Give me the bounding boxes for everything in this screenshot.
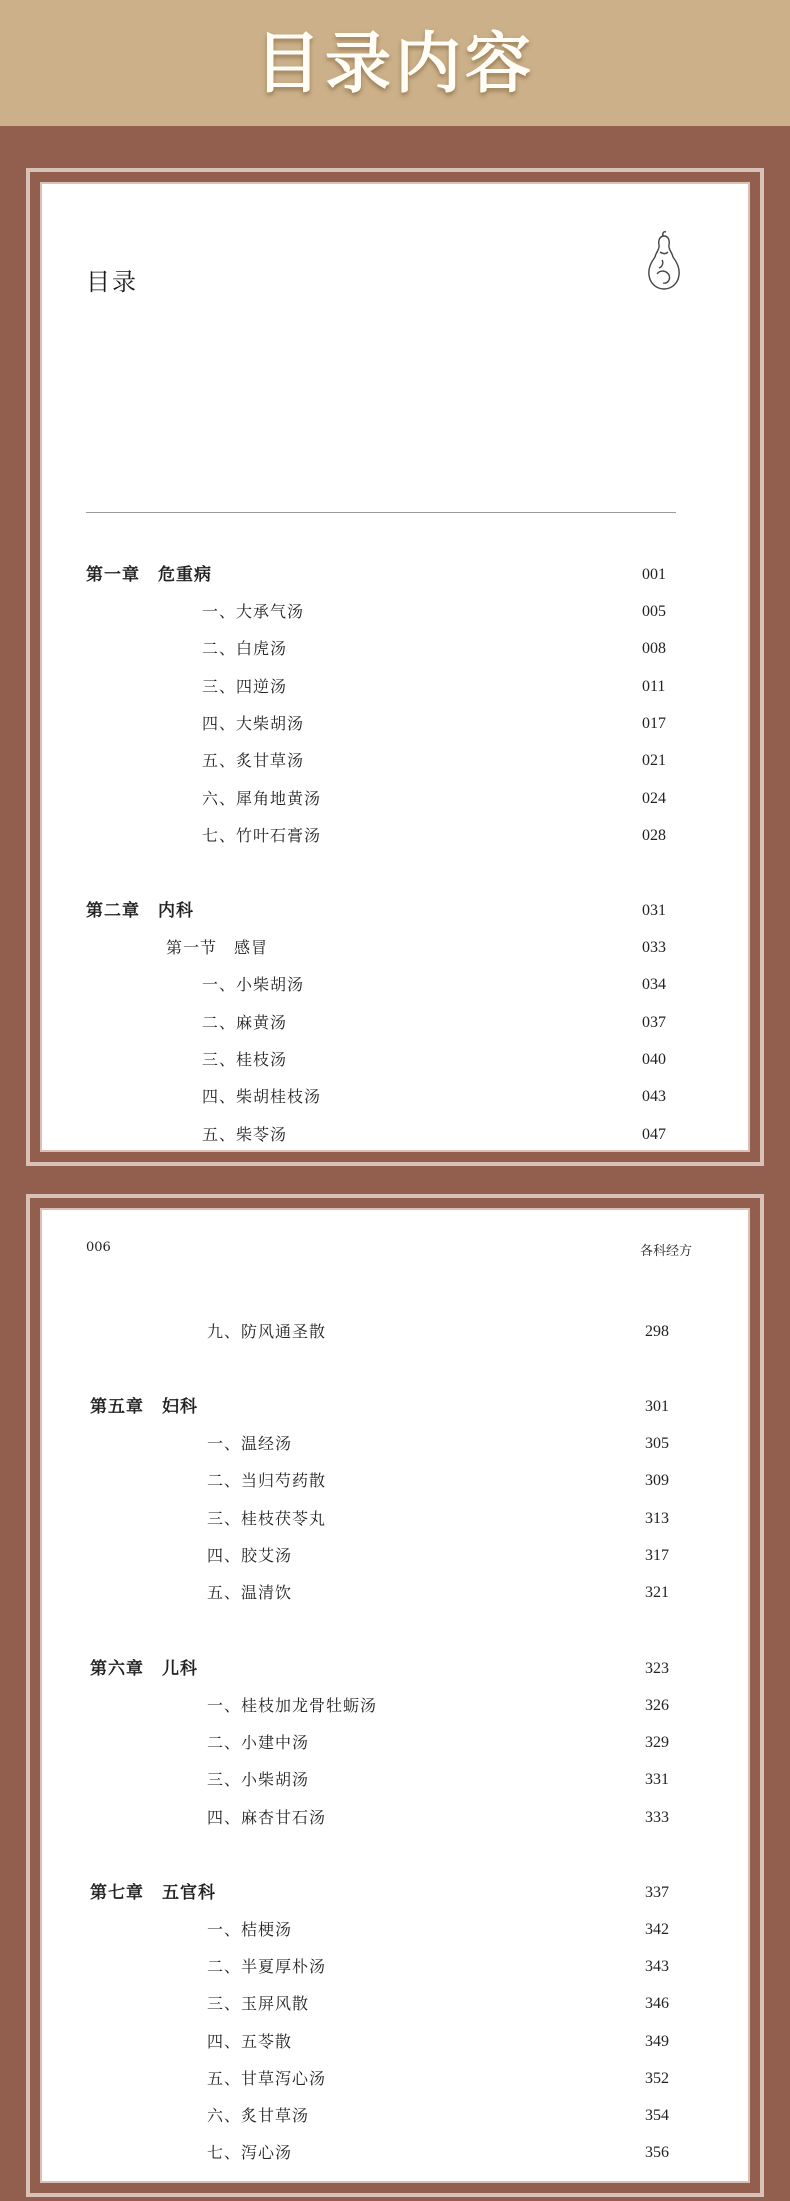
toc-page-number: 349 [645,2033,669,2050]
toc-item-row [42,1317,748,1347]
toc-page-number: 305 [645,1435,669,1452]
toc-page-number: 024 [642,790,666,807]
toc-entry-label: 四、柴胡桂枝汤 [202,1087,322,1106]
toc-item-row [42,1989,748,2019]
toc-entry-label: 三、桂枝汤 [202,1050,288,1069]
toc-page-2 [40,1208,750,2183]
toc-page-number: 031 [642,902,666,919]
toc-entry-label: 三、玉屏风散 [207,1994,310,2013]
toc-entry-label: 二、麻黄汤 [202,1013,288,1032]
toc-entry-label: 一、小柴胡汤 [202,975,305,994]
toc-entry-label: 六、犀角地黄汤 [202,789,322,808]
toc-item-row [42,2101,748,2131]
toc-page-number: 329 [645,1734,669,1751]
toc-page-number: 001 [642,566,666,583]
toc-entry-label: 五、甘草泻心汤 [207,2069,327,2088]
toc-item-row [42,784,748,814]
toc-item-row [42,2138,748,2168]
toc-page-number: 346 [645,1995,669,2012]
toc-chapter-row [42,560,748,590]
toc-entry-label: 第一节 感冒 [166,938,269,957]
toc-page-number: 354 [645,2107,669,2124]
toc-page-2-frame [26,1194,764,2197]
toc-entry-label: 二、半夏厚朴汤 [207,1957,327,1976]
toc-chapter-row [42,896,748,926]
toc-page-number: 298 [645,1323,669,1340]
gourd-logo-icon [642,230,686,292]
toc-page-number: 033 [642,939,666,956]
toc-item-row [42,597,748,627]
toc-chapter-row [42,1654,748,1684]
toc-chapter-row [42,1878,748,1908]
toc-page-number: 337 [645,1884,669,1901]
toc-entry-label: 第一章 危重病 [86,565,212,585]
toc-page-number: 034 [642,976,666,993]
toc-entry-label: 第二章 内科 [86,901,194,921]
toc-item-row [42,970,748,1000]
running-head: 各科经方 [639,1244,692,1259]
toc-entry-label: 七、泻心汤 [207,2143,293,2162]
toc-item-row [42,2027,748,2057]
toc-page-number: 005 [642,603,666,620]
toc-entry-label: 五、柴苓汤 [202,1125,288,1144]
toc-item-row [42,1008,748,1038]
toc-item-row [42,1429,748,1459]
toc-page-number: 301 [645,1398,669,1415]
toc-page-1 [40,182,750,1152]
toc-entry-label: 第六章 儿科 [90,1659,198,1679]
toc-item-row [42,1504,748,1534]
toc-item-row [42,672,748,702]
toc-page-number: 323 [645,1660,669,1677]
toc-page-number: 028 [642,827,666,844]
toc-item-row [42,1691,748,1721]
toc-entry-label: 一、桔梗汤 [207,1920,293,1939]
page-heading: 目录 [86,268,138,296]
toc-page-number: 040 [642,1051,666,1068]
toc-page-number: 017 [642,715,666,732]
toc-entry-label: 四、胶艾汤 [207,1546,293,1565]
toc-item-row [42,1803,748,1833]
toc-item-row [42,1952,748,1982]
heading-rule [86,512,676,513]
toc-entry-label: 二、小建中汤 [207,1733,310,1752]
toc-item-row [42,709,748,739]
toc-item-row [42,746,748,776]
toc-item-row [42,821,748,851]
toc-page-number: 342 [645,1921,669,1938]
toc-entry-label: 六、炙甘草汤 [207,2106,310,2125]
toc-page-number: 326 [645,1697,669,1714]
toc-item-row [42,2064,748,2094]
toc-item-row [42,1082,748,1112]
toc-item-row [42,1541,748,1571]
toc-page-number: 309 [645,1472,669,1489]
toc-page-number: 356 [645,2144,669,2161]
toc-page-number: 011 [642,678,666,695]
toc-entry-label: 三、四逆汤 [202,677,288,696]
toc-entry-label: 二、当归芍药散 [207,1471,327,1490]
toc-page-number: 043 [642,1088,666,1105]
page-number: 006 [86,1240,111,1255]
toc-entry-label: 七、竹叶石膏汤 [202,826,322,845]
toc-page-number: 047 [642,1126,666,1143]
toc-page-number: 343 [645,1958,669,1975]
banner [0,0,790,126]
toc-item-row [42,634,748,664]
toc-page-number: 037 [642,1014,666,1031]
toc-entry-label: 五、炙甘草汤 [202,751,305,770]
toc-entry-label: 四、麻杏甘石汤 [207,1808,327,1827]
toc-item-row [42,1578,748,1608]
toc-page-number: 331 [645,1771,669,1788]
toc-page-number: 317 [645,1547,669,1564]
toc-entry-label: 一、温经汤 [207,1434,293,1453]
toc-entry-label: 四、大柴胡汤 [202,714,305,733]
toc-entry-label: 五、温清饮 [207,1583,293,1602]
toc-section-row [42,933,748,963]
toc-entry-label: 二、白虎汤 [202,639,288,658]
toc-item-row [42,1765,748,1795]
toc-entry-label: 第七章 五官科 [90,1883,216,1903]
toc-item-row [42,1915,748,1945]
toc-item-row [42,1120,748,1150]
toc-entry-label: 三、小柴胡汤 [207,1770,310,1789]
toc-item-row [42,1045,748,1075]
toc-entry-label: 三、桂枝茯苓丸 [207,1509,327,1528]
toc-entry-label: 一、桂枝加龙骨牡蛎汤 [207,1696,378,1715]
toc-page-number: 352 [645,2070,669,2087]
toc-item-row [42,1728,748,1758]
toc-page-number: 321 [645,1584,669,1601]
toc-item-row [42,1466,748,1496]
toc-page-number: 008 [642,640,666,657]
banner-title: 目录内容 [255,24,535,102]
toc-page-number: 313 [645,1510,669,1527]
toc-page-number: 021 [642,752,666,769]
toc-chapter-row [42,1392,748,1422]
toc-entry-label: 九、防风通圣散 [207,1322,327,1341]
toc-entry-label: 四、五苓散 [207,2032,293,2051]
toc-page-number: 333 [645,1809,669,1826]
toc-entry-label: 第五章 妇科 [90,1397,198,1417]
toc-entry-label: 一、大承气汤 [202,602,305,621]
toc-page-1-frame [26,168,764,1166]
